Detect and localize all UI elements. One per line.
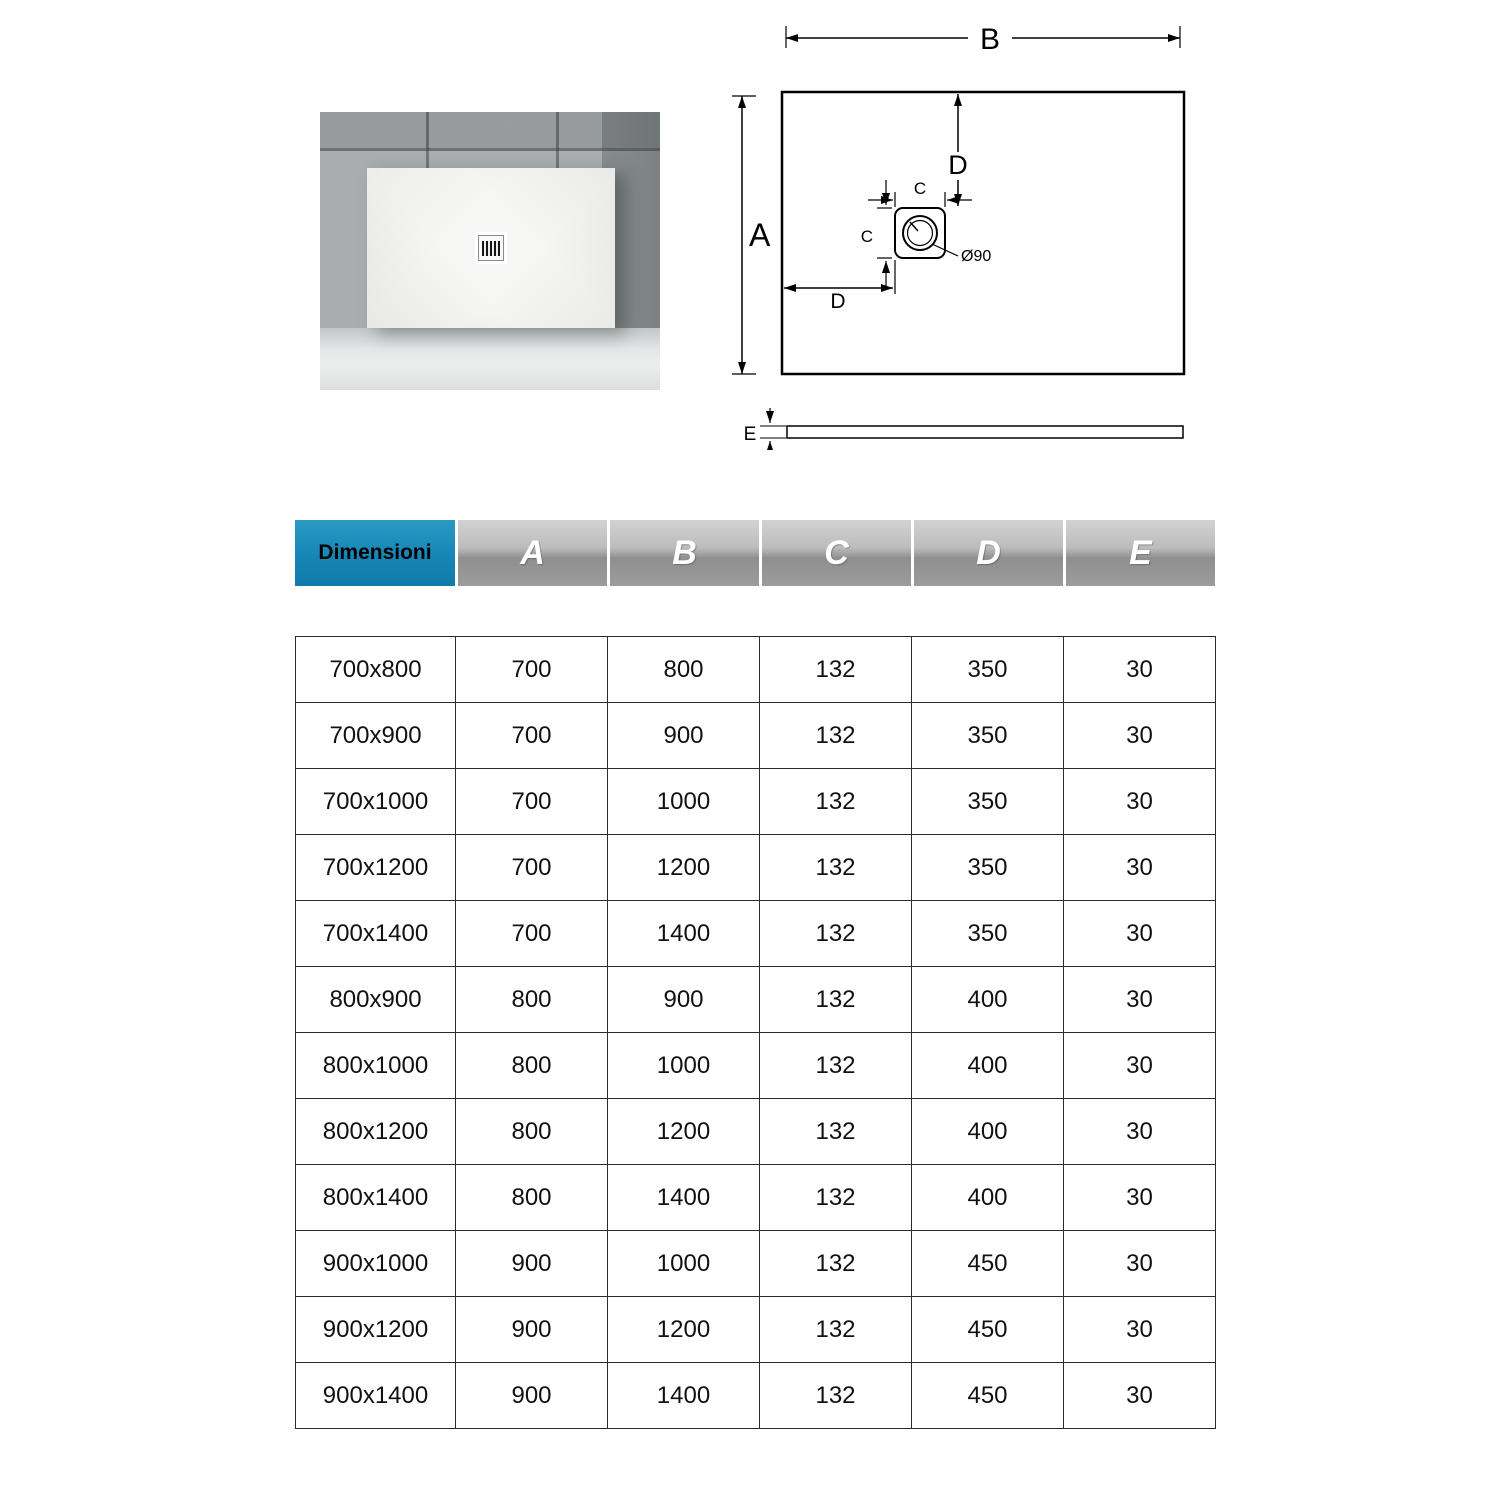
value-cell: 900 [456,1363,608,1429]
value-cell: 350 [912,703,1064,769]
value-cell: 30 [1064,901,1216,967]
value-cell: 700 [456,835,608,901]
value-cell: 700 [456,901,608,967]
size-cell: 800x900 [296,967,456,1033]
table-row [296,769,1216,835]
value-cell: 1000 [608,1231,760,1297]
value-cell: 132 [760,901,912,967]
value-cell: 350 [912,637,1064,703]
size-cell: 900x1200 [296,1297,456,1363]
dim-label-e: E [743,424,757,445]
value-cell: 132 [760,637,912,703]
table-row [296,1033,1216,1099]
value-cell: 30 [1064,1165,1216,1231]
size-cell: 700x1400 [296,901,456,967]
value-cell: 800 [456,1099,608,1165]
photo-floor [320,328,660,390]
table-row [296,637,1216,703]
value-cell: 1200 [608,1297,760,1363]
size-cell: 700x800 [296,637,456,703]
dimension-table [295,520,1215,1429]
value-cell: 900 [608,703,760,769]
table-row [296,835,1216,901]
value-cell: 1400 [608,1363,760,1429]
drain-grate-icon [482,241,500,256]
value-cell: 400 [912,1033,1064,1099]
dim-label-a: A [749,217,771,253]
header-col-a: A [458,520,607,586]
dim-label-d-vertical: D [948,150,968,180]
value-cell: 800 [456,967,608,1033]
value-cell: 400 [912,1099,1064,1165]
value-cell: 30 [1064,769,1216,835]
value-cell: 350 [912,835,1064,901]
dim-label-c-top: C [913,179,927,198]
value-cell: 350 [912,769,1064,835]
dim-label-b: B [979,23,1001,56]
table-header [295,520,1215,586]
value-cell: 132 [760,835,912,901]
value-cell: 450 [912,1231,1064,1297]
value-cell: 1400 [608,1165,760,1231]
value-cell: 30 [1064,1363,1216,1429]
size-cell: 700x1200 [296,835,456,901]
table-row [296,1297,1216,1363]
dim-label-c-left: C [860,227,873,246]
value-cell: 30 [1064,1033,1216,1099]
header-col-d: D [914,520,1063,586]
value-cell: 1200 [608,835,760,901]
value-cell: 1000 [608,769,760,835]
value-cell: 400 [912,967,1064,1033]
drain-diameter-label: Ø90 [961,248,992,265]
header-dimensioni: Dimensioni [295,520,455,586]
header-col-c: C [762,520,911,586]
value-cell: 450 [912,1297,1064,1363]
size-cell: 700x1000 [296,769,456,835]
size-cell: 900x1400 [296,1363,456,1429]
value-cell: 132 [760,1363,912,1429]
value-cell: 400 [912,1165,1064,1231]
table-row [296,1099,1216,1165]
value-cell: 700 [456,703,608,769]
value-cell: 800 [456,1165,608,1231]
dimension-diagram [730,10,1270,450]
value-cell: 132 [760,1099,912,1165]
size-cell: 800x1400 [296,1165,456,1231]
value-cell: 450 [912,1363,1064,1429]
dim-label-d-horizontal: D [830,290,846,313]
value-cell: 132 [760,967,912,1033]
table-body-grid [295,636,1216,1429]
value-cell: 700 [456,769,608,835]
value-cell: 1400 [608,901,760,967]
table-row [296,901,1216,967]
value-cell: 800 [456,1033,608,1099]
value-cell: 132 [760,703,912,769]
product-photo [320,112,660,390]
value-cell: 30 [1064,1297,1216,1363]
value-cell: 900 [456,1231,608,1297]
value-cell: 800 [608,637,760,703]
value-cell: 30 [1064,967,1216,1033]
drain-icon [478,235,504,261]
tray-side-profile [787,426,1183,438]
value-cell: 1000 [608,1033,760,1099]
value-cell: 1200 [608,1099,760,1165]
value-cell: 30 [1064,637,1216,703]
table-row [296,1165,1216,1231]
value-cell: 132 [760,1231,912,1297]
table-row [296,967,1216,1033]
table-row [296,1231,1216,1297]
value-cell: 30 [1064,1231,1216,1297]
tray-outline [782,92,1184,374]
table-body [296,637,1216,1429]
value-cell: 700 [456,637,608,703]
shower-tray [367,168,615,328]
value-cell: 30 [1064,1099,1216,1165]
value-cell: 900 [456,1297,608,1363]
header-col-b: B [610,520,759,586]
size-cell: 900x1000 [296,1231,456,1297]
table-row [296,1363,1216,1429]
value-cell: 132 [760,1297,912,1363]
value-cell: 30 [1064,703,1216,769]
table-row [296,703,1216,769]
value-cell: 900 [608,967,760,1033]
value-cell: 132 [760,1165,912,1231]
value-cell: 132 [760,769,912,835]
size-cell: 700x900 [296,703,456,769]
value-cell: 30 [1064,835,1216,901]
value-cell: 132 [760,1033,912,1099]
value-cell: 350 [912,901,1064,967]
header-col-e: E [1066,520,1215,586]
size-cell: 800x1000 [296,1033,456,1099]
size-cell: 800x1200 [296,1099,456,1165]
